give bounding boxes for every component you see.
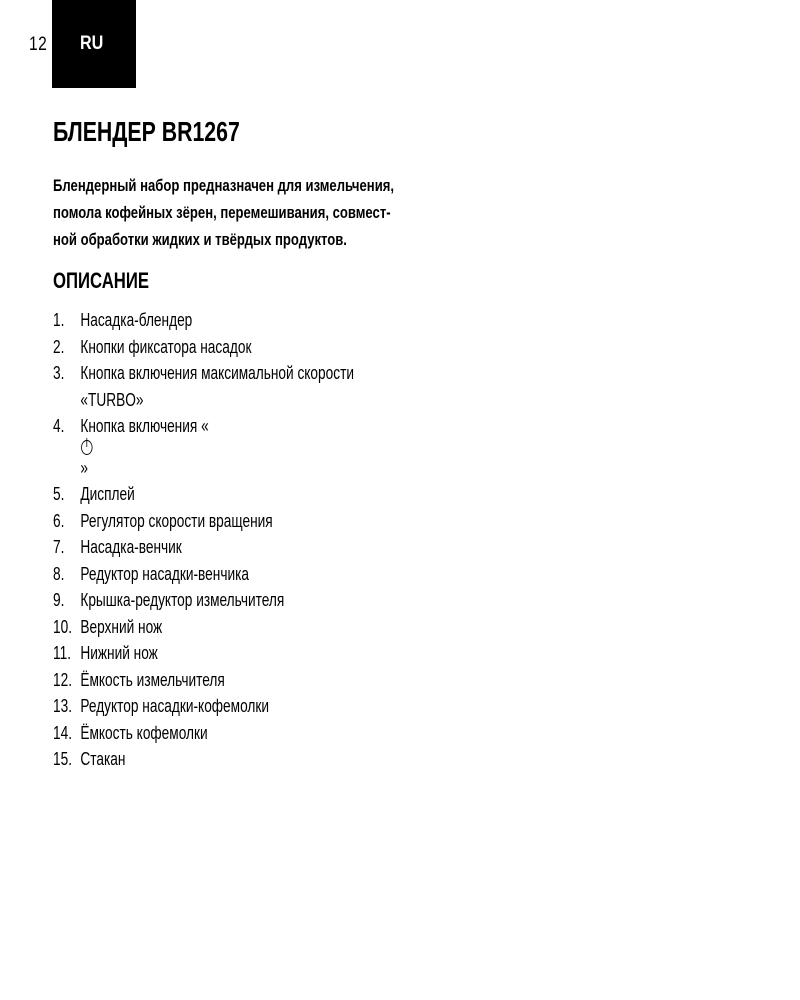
list-item-text: Насадка-венчик	[80, 537, 182, 557]
language-tab	[52, 0, 136, 88]
list-item-number: 6.	[53, 510, 65, 531]
list-item	[53, 746, 354, 773]
list-item-text: Нижний нож	[80, 643, 158, 663]
list-item-text: Крышка-редуктор измельчителя	[80, 590, 285, 610]
intro-paragraph	[53, 172, 415, 253]
list-item-text-after: »	[80, 457, 88, 478]
list-item-text: Насадка-блендер	[80, 310, 193, 330]
page-title: БЛЕНДЕР BR1267	[53, 116, 240, 147]
list-item-number: 9.	[53, 590, 65, 610]
list-item	[53, 481, 354, 508]
intro-line: ной обработки жидких и твёрдых продуктов.	[53, 230, 347, 249]
list-item-text: Регулятор скорости вращения	[80, 510, 273, 531]
list-item-text	[80, 413, 208, 481]
list-item-number: 10.	[53, 616, 73, 637]
list-item	[53, 534, 354, 561]
list-item-text: Редуктор насадки-венчика	[80, 563, 249, 584]
list-item	[53, 640, 354, 667]
power-icon	[81, 440, 92, 455]
list-item-text: Ёмкость кофемолки	[80, 722, 208, 743]
list-item	[53, 693, 354, 720]
list-item-text: Верхний нож	[80, 616, 163, 637]
list-item-number: 8.	[53, 563, 65, 584]
parts-list	[53, 307, 354, 773]
list-item-number: 7.	[53, 537, 65, 557]
list-item-text: Ёмкость измельчителя	[80, 669, 225, 690]
list-item	[53, 508, 354, 535]
list-item-number: 12.	[53, 669, 73, 690]
intro-line: Блендерный набор предназначен для измельчения,	[53, 176, 395, 195]
section-title-description: ОПИСАНИЕ	[53, 268, 150, 293]
intro-line: помола кофейных зёрен, перемешивания, совмест-	[53, 203, 391, 222]
list-item-number: 14.	[53, 722, 73, 743]
page-number: 12	[29, 34, 48, 55]
list-item	[53, 667, 354, 694]
list-item-text-line: «TURBO»	[80, 389, 144, 410]
list-item	[53, 307, 354, 334]
list-item	[53, 720, 354, 747]
list-item-number: 15.	[53, 749, 73, 769]
language-tab-label: RU	[80, 33, 104, 54]
list-item-text: Стакан	[80, 749, 126, 769]
list-item-text: Дисплей	[80, 484, 135, 504]
list-item-text-line: Кнопка включения максимальной скорости	[80, 363, 354, 383]
list-item-number: 11.	[53, 643, 72, 663]
list-item	[53, 614, 354, 641]
list-item-number: 2.	[53, 336, 65, 357]
list-item-number: 1.	[53, 310, 65, 330]
list-item-text: Редуктор насадки-кофемолки	[80, 696, 269, 716]
list-item-text-before: Кнопка включения «	[80, 416, 209, 436]
list-item	[53, 360, 354, 413]
list-item	[53, 334, 354, 361]
list-item	[53, 413, 354, 481]
list-item-number: 3.	[53, 363, 65, 383]
list-item-number: 13.	[53, 696, 73, 716]
list-item-number: 4.	[53, 416, 65, 436]
list-item	[53, 587, 354, 614]
list-item	[53, 561, 354, 588]
list-item-text	[80, 360, 354, 413]
list-item-number: 5.	[53, 484, 65, 504]
list-item-text: Кнопки фиксатора насадок	[80, 336, 252, 357]
